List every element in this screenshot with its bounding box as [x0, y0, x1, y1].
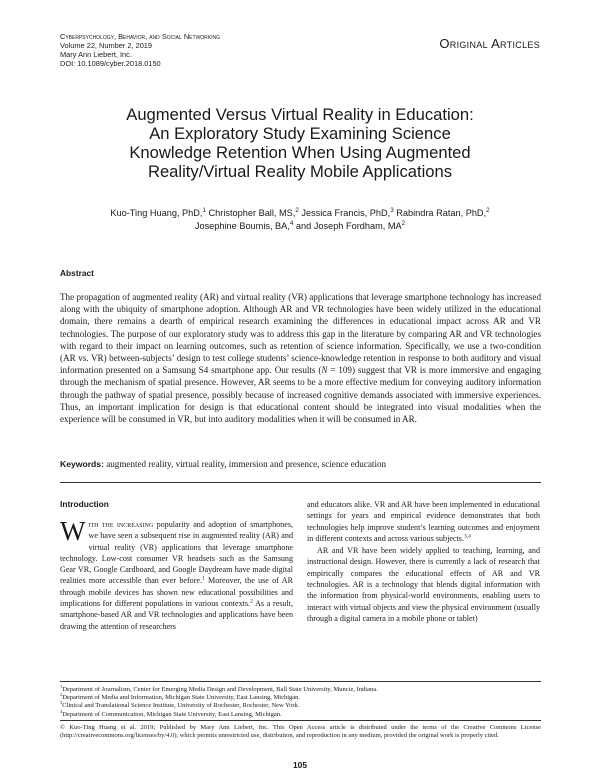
title-line: Reality/Virtual Reality Mobile Applications [147, 162, 453, 181]
intro-paragraph [307, 499, 540, 544]
intro-heading: Introduction [60, 499, 109, 509]
drop-cap: W [60, 516, 86, 546]
article-title [60, 105, 540, 181]
author-line-1 [60, 207, 540, 220]
section-label: Original Articles [439, 36, 540, 51]
title-line: An Exploratory Study Examining Science [149, 124, 451, 143]
keywords [60, 459, 541, 469]
abstract-body [60, 291, 541, 425]
author-name: Jessica Francis, PhD, [298, 208, 391, 218]
sample-size-symbol: N [321, 365, 328, 376]
citation: 2 [250, 598, 253, 605]
keywords-label: Keywords: [60, 459, 104, 469]
author-list [60, 207, 540, 233]
author-affiliation: 2 [486, 206, 490, 214]
abstract-heading: Abstract [60, 268, 94, 278]
intro-column-left [60, 516, 294, 632]
affiliation-footnotes [60, 683, 541, 719]
author-name: and Joseph Fordham, MA [293, 221, 402, 231]
author-affiliation: 3 [390, 206, 394, 214]
intro-text: As a result, smartphone-based AR and VR technologies and applications have been drawing the attention of researchers [60, 599, 294, 631]
author-affiliation: 2 [401, 219, 406, 227]
citation: 1 [202, 575, 205, 582]
footnote [60, 708, 541, 719]
footnote-number: 4 [60, 708, 63, 714]
journal-volume: Volume 22, Number 2, 2019 [60, 41, 153, 50]
citation: 3,4 [463, 533, 471, 540]
license-text: © Kuo-Ting Huang et al. 2019; Published by Mary Ann Liebert, Inc. This Open Access article is distributed under the terms of the Creative Commons License (http://creativecommons.org/licenses/by/4.0), which permits unrestricted use, distribution, and reproduction in any medium, provided the original work is properly cited. [60, 724, 541, 740]
section-divider [60, 482, 541, 483]
intro-paragraph: AR and VR have been widely applied to teaching, learning, and instructional design. However, there is currently a lack of research that empirically compares the educational effects of AR and VR technologies. AR is a technology that blends digital information with the information from physical-world environments, enabling users to interact with virtual objects and view the physical environment (usually through a digital camera in a mobile phone or tablet) [307, 546, 540, 623]
page-number: 105 [293, 760, 307, 770]
footnote-number: 3 [60, 700, 63, 706]
license-divider [60, 720, 541, 721]
intro-paragraph [60, 516, 294, 632]
journal-doi: DOI: 10.1089/cyber.2018.0150 [60, 59, 161, 68]
footnote-text: Department of Communication, Michigan State University, East Lansing, Michigan. [62, 710, 282, 718]
author-name: Josephine Boumis, BA, [194, 221, 290, 231]
footnote-number: 1 [60, 683, 63, 689]
abstract-text-b: = 109) suggest that VR is more immersive and engaging through the mechanism of spatial presence. However, AR seems to be a more effective medium for conveying auditory information through the pathway of spatial presence, possibly because of increased cognitive demands associated with immersive experiences. Thus, an important implication for design is that educational content should be integrated into visual modalities when the experience will be consumed in VR, but into auditory modalities when it will be consumed in AR. [60, 365, 541, 425]
title-line: Knowledge Retention When Using Augmented [129, 143, 471, 162]
author-name: Christopher Ball, MS, [205, 208, 296, 218]
author-affiliation: 4 [289, 219, 294, 227]
footnote-text: Department of Media and Information, Michigan State University, East Lansing, Michigan. [62, 694, 301, 702]
intro-column-right [307, 499, 540, 624]
title-line: Augmented Versus Virtual Reality in Education: [126, 105, 474, 124]
intro-text: Moreover, the use of AR through mobile devices has shown new educational possibilities and implications for different populations in various contexts. [60, 576, 293, 609]
footnote [60, 683, 541, 694]
abstract-text-a: The propagation of augmented reality (AR) and virtual reality (VR) applications that leverage smartphone technology has increased along with the ubiquity of smartphone adoption. Although AR and VR technologies have been widely utilized in the educational domain, there remains a dearth of empirical research examining the differences in educational impact across AR and VR technologies. The purpose of our exploratory study was to address this gap in the literature by comparing AR and VR technologies with regard to their impact on learning outcomes, such as retention of science information. Specifically, we use a two-condition (AR vs. VR) between-subjects’ design to test college students’ science-knowledge retention in response to both auditory and visual information presented on a Samsung S4 smartphone app. Our results ( [60, 292, 541, 376]
journal-name: Cyberpsychology, Behavior, and Social Networking [60, 32, 221, 41]
intro-small-caps: ith the increasing [88, 520, 154, 529]
author-affiliation: 2 [295, 206, 299, 214]
author-line-2 [60, 220, 540, 233]
intro-text: popularity and adoption of smartphones, we have seen a subsequent rise in augmented reality (AR) and virtual reality (VR) applications that leverage smartphone technology. Low-cost consumer VR headsets such as the Samsung Gear VR, Google Cardboard, and Google Daydream have made digital realities more accessible than ever before. [60, 520, 293, 586]
footnote-divider [60, 681, 541, 682]
author-name: Rabindra Ratan, PhD, [393, 208, 487, 218]
keywords-text: augmented reality, virtual reality, immersion and presence, science education [103, 459, 387, 469]
journal-info [60, 32, 220, 68]
footnote-number: 2 [60, 692, 63, 698]
footnote-text: Department of Journalism, Center for Emerging Media Design and Development, Ball State University, Muncie, Indiana. [62, 686, 378, 693]
author-affiliation: 1 [202, 206, 206, 214]
author-name: Kuo-Ting Huang, PhD, [110, 208, 203, 218]
footnote-text: Clinical and Translational Science Institute, University of Rochester, Rochester, New York. [62, 702, 300, 710]
footnote [60, 702, 541, 710]
journal-publisher: Mary Ann Liebert, Inc. [60, 50, 132, 59]
intro-text: and educators alike. VR and AR have been implemented in educational settings for years and empirical evidence demonstrates that both technologies help improve student’s learning outcomes and enjoyment in different contexts and across various subjects. [307, 500, 540, 543]
